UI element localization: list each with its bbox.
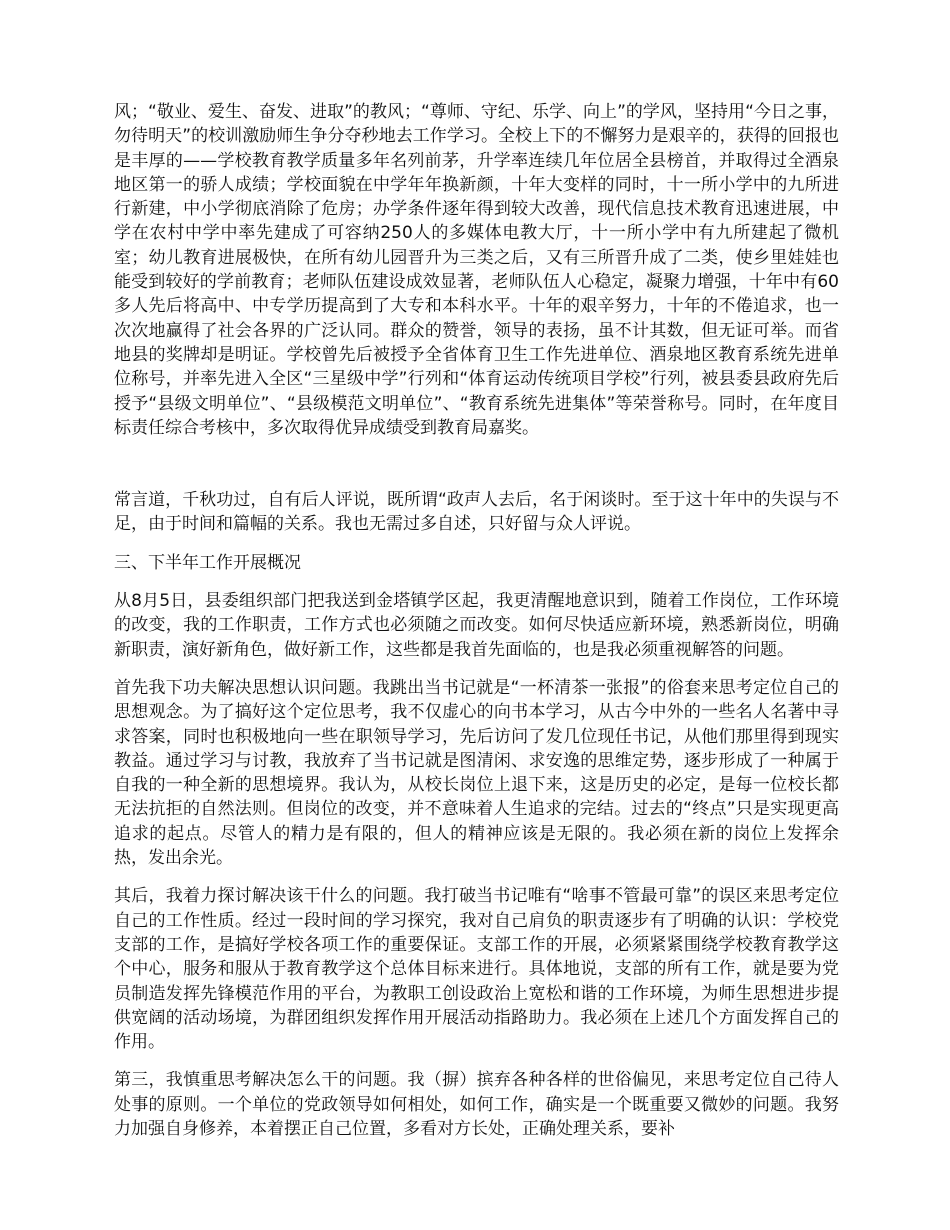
document-page bbox=[114, 100, 839, 1155]
paragraph-methods: 第三，我慎重思考解决怎么干的问题。我（摒）摈弃各种各样的世俗偏见，来思考定位自己待人处事的原则。一个单位的党政领导如何相处，如何工作，确实是一个既重要又微妙的问题。我努力加强自身修养，本着摆正自己位置，多看对方长处，正确处理关系，要补 bbox=[114, 1070, 839, 1139]
paragraph-thinking: 首先我下功夫解决思想认识问题。我跳出当书记就是“一杯清茶一张报”的俗套来思考定位自己的思想观念。为了搞好这个定位思考，我不仅虚心的向书本学习，从古今中外的一些名人名著中寻求答案，同时也积极地向一些在职领导学习，先后访问了发几位现任书记，从他们那里得到现实教益。通过学习与讨教，我放弃了当书记就是图清闲、求安逸的思维定势，逐步形成了一种属于自我的一种全新的思想境界。我认为，从校长岗位上退下来，这是历史的必定，是每一位校长都无法抗拒的自然法则。但岗位的改变，并不意味着人生追求的完结。过去的“终点”只是实现更高追求的起点。尽管人的精力是有限的，但人的精神应该是无限的。我必须在新的岗位上发挥余热，发出余光。 bbox=[114, 677, 839, 869]
paragraph-new-post: 从8月5日，县委组织部门把我送到金塔镇学区起，我更清醒地意识到，随着工作岗位，工作环境的改变，我的工作职责，工作方式也必须随之而改变。如何尽快适应新环境，熟悉新岗位，明确新职责，演好新角色，做好新工作，这些都是我首先面临的，也是我必须重视解答的问题。 bbox=[114, 591, 839, 660]
section-heading: 三、下半年工作开展概况 bbox=[114, 552, 301, 573]
paragraph-achievements: 风；“敬业、爱生、奋发、进取”的教风；“尊师、守纪、乐学、向上”的学风，坚持用“今日之事，勿待明天”的校训激励师生争分夺秒地去工作学习。全校上下的不懈努力是艰辛的，获得的回报也是丰厚的——学校教育教学质量多年名列前茅，升学率连续几年位居全县榜首，并取得过全酒泉地区第一的骄人成绩；学校面貌在中学年年换新颜，十年大变样的同时，十一所小学中的九所进行新建，中小学彻底消除了危房；办学条件逐年得到较大改善，现代信息技术教育迅速进展，中学在农村中学中率先建成了可容纳250人的多媒体电教大厅，十一所小学中有九所建起了微机室；幼儿教育进展极快，在所有幼儿园晋升为三类之后，又有三所晋升成了二类，使乡里娃娃也能受到较好的学前教育；老师队伍建设成效显著，老师队伍人心稳定，凝聚力增强，十年中有60多人先后将高中、中专学历提高到了大专和本科水平。十年的艰辛努力，十年的不倦追求，也一次次地赢得了社会各界的广泛认同。群众的赞誉，领导的表扬，虽不计其数，但无证可举。而省地县的奖牌却是明证。学校曾先后被授予全省体育卫生工作先进单位、酒泉地区教育系统先进单位称号，并率先进入全区“三星级中学”行列和“体育运动传统项目学校”行列，被县委县政府先后授予“县级文明单位”、“县级模范文明单位”、“教育系统先进集体”等荣誉称号。同时，在年度目标责任综合考核中，多次取得优异成绩受到教育局嘉奖。 bbox=[114, 102, 839, 438]
paragraph-spacer bbox=[114, 440, 839, 488]
paragraph-self-evaluation: 常言道，千秋功过，自有后人评说，既所谓“政声人去后，名于闲谈时。至于这十年中的失误与不足，由于时间和篇幅的关系。我也无需过多自述，只好留与众人评说。 bbox=[114, 490, 839, 535]
paragraph-duties: 其后，我着力探讨解决该干什么的问题。我打破当书记唯有“啥事不管最可靠”的误区来思考定位自己的工作性质。经过一段时间的学习探究，我对自己肩负的职责逐步有了明确的认识：学校党支部的工作，是搞好学校各项工作的重要保证。支部工作的开展，必须紧紧围绕学校教育教学这个中心，服务和服从于教育教学这个总体目标来进行。具体地说，支部的所有工作，就是要为党员制造发挥先锋模范作用的平台，为教职工创设政治上宽松和谐的工作环境，为师生思想进步提供宽阔的活动场境，为群团组织发挥作用开展活动指路助力。我必须在上述几个方面发挥自己的作用。 bbox=[114, 886, 839, 1053]
